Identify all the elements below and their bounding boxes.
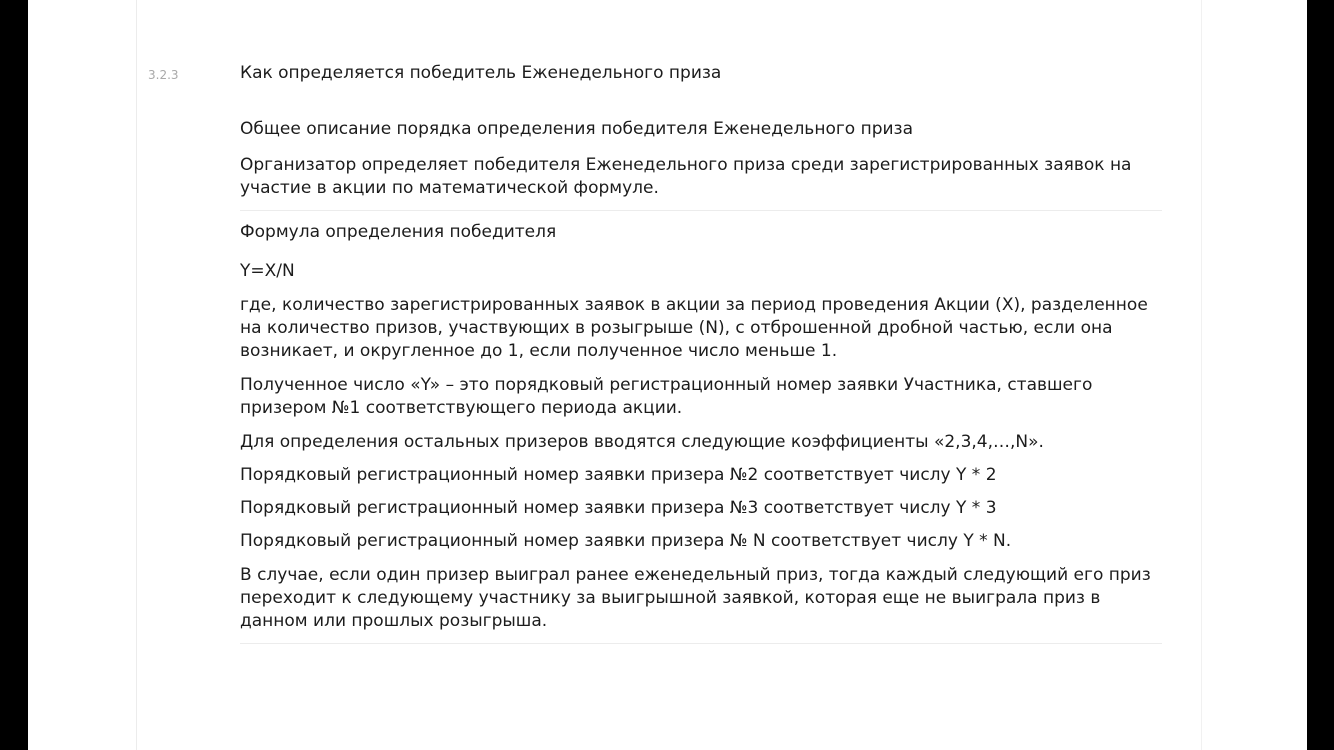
document-page	[28, 0, 1307, 750]
prize-n-rule: Порядковый регистрационный номер заявки призера № N соответствует числу Y * N.	[240, 531, 1012, 551]
organizer-paragraph: Организатор определяет победителя Еженедельного приза среди зарегистрированных заявок на участие в акции по математической формуле.	[240, 155, 1132, 198]
section-content	[240, 58, 1162, 644]
section-number: 3.2.3	[148, 68, 179, 82]
repeat-winner-paragraph: В случае, если один призер выиграл ранее еженедельный приз, тогда каждый следующий его приз переходит к следующему участнику за выигрышной заявкой, которая еще не выиграла приз в данном или прошлых розыгрыша.	[240, 565, 1151, 631]
formula: Y=X/N	[240, 261, 295, 281]
divider	[240, 210, 1162, 211]
right-margin-rule	[1201, 0, 1202, 750]
prize-2-rule: Порядковый регистрационный номер заявки призера №2 соответствует числу Y * 2	[240, 465, 997, 485]
prize-3-rule: Порядковый регистрационный номер заявки призера №3 соответствует числу Y * 3	[240, 498, 997, 518]
subtitle-paragraph: Общее описание порядка определения победителя Еженедельного приза	[240, 119, 913, 139]
formula-title: Формула определения победителя	[240, 222, 557, 242]
left-margin-rule	[136, 0, 137, 750]
coefficients-paragraph: Для определения остальных призеров вводятся следующие коэффициенты «2,3,4,…,N».	[240, 432, 1044, 452]
divider-bottom	[240, 643, 1162, 644]
result-paragraph: Полученное число «Y» – это порядковый регистрационный номер заявки Участника, ставшего призером №1 соответствующего периода акции.	[240, 375, 1093, 418]
formula-explanation: где, количество зарегистрированных заявок в акции за период проведения Акции (X), разделенное на количество призов, участвующих в розыгрыше (N), с отброшенной дробной частью, если она возникает, и округленное до 1, если полученное число меньше 1.	[240, 295, 1148, 361]
section-title: Как определяется победитель Еженедельного приза	[240, 63, 722, 83]
